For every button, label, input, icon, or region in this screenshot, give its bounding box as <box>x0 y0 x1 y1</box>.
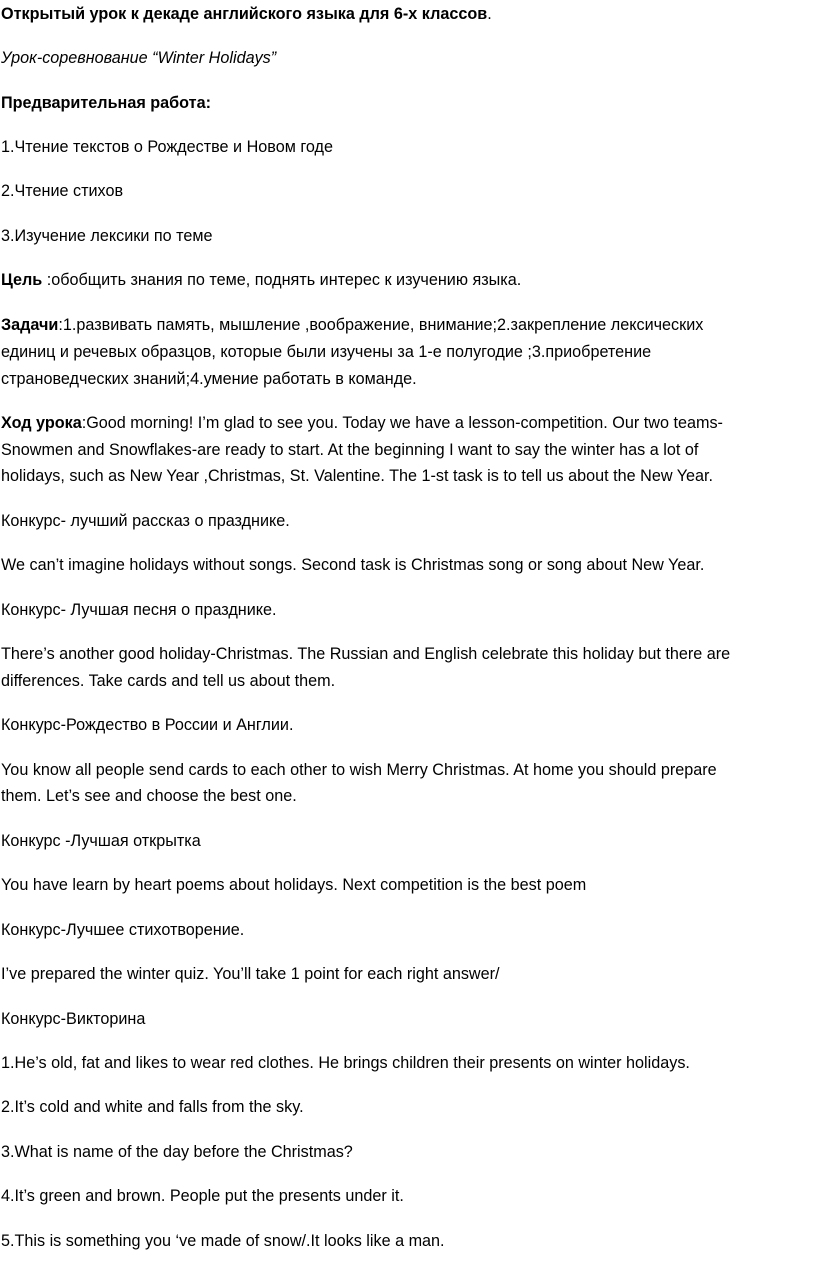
lesson-label: Ход урока <box>1 414 82 432</box>
prep-item-3: 3.Изучение лексики по теме <box>1 227 213 245</box>
quiz-intro: I’ve prepared the winter quiz. You’ll take 1 point for each right answer/ <box>1 965 500 983</box>
lesson-line-3: holidays, such as New Year ,Christmas, St. Valentine. The 1-st task is to tell us about the New Year. <box>1 467 714 485</box>
goal-text: :обобщить знания по теме, поднять интерес к изучению языка. <box>42 271 522 289</box>
prep-heading: Предварительная работа: <box>1 94 211 112</box>
contest-quiz: Конкурс-Викторина <box>1 1010 146 1028</box>
goal-paragraph <box>1 266 801 294</box>
songs-paragraph: We can’t imagine holidays without songs. Second task is Christmas song or song about New Year. <box>1 556 705 574</box>
tasks-label: Задачи <box>1 316 59 334</box>
lesson-line-1 <box>1 409 801 437</box>
contest-song: Конкурс- Лучшая песня о празднике. <box>1 601 277 619</box>
quiz-question-2: 2.It’s cold and white and falls from the sky. <box>1 1098 304 1116</box>
poems-paragraph: You have learn by heart poems about holidays. Next competition is the best poem <box>1 876 587 894</box>
goal-label: Цель <box>1 271 43 289</box>
quiz-question-5: 5.This is something you ‘ve made of snow/.It looks like a man. <box>1 1232 445 1250</box>
title-text: Открытый урок к декаде английского языка для 6-х классов <box>1 5 488 23</box>
lesson-line-2: Snowmen and Snowflakes-are ready to start. At the beginning I want to say the winter has a lot of <box>1 441 699 459</box>
contest-christmas: Конкурс-Рождество в России и Англии. <box>1 716 294 734</box>
tasks-line-3: страноведческих знаний;4.умение работать в команде. <box>1 370 417 388</box>
tasks-line-1 <box>1 311 801 339</box>
quiz-question-3: 3.What is name of the day before the Christmas? <box>1 1143 353 1161</box>
lesson-subtitle: Урок-соревнование “Winter Holidays” <box>1 49 277 67</box>
contest-story: Конкурс- лучший рассказ о празднике. <box>1 512 290 530</box>
christmas-line-1: There’s another good holiday-Christmas. The Russian and English celebrate this holiday but there are <box>1 645 731 663</box>
tasks-line-2: единиц и речевых образцов, которые были изучены за 1-е полугодие ;3.приобретение <box>1 343 652 361</box>
cards-line-1: You know all people send cards to each other to wish Merry Christmas. At home you should prepare <box>1 761 717 779</box>
quiz-question-1: 1.He’s old, fat and likes to wear red clothes. He brings children their presents on winter holidays. <box>1 1054 690 1072</box>
prep-item-1: 1.Чтение текстов о Рождестве и Новом годе <box>1 138 333 156</box>
cards-line-2: them. Let’s see and choose the best one. <box>1 787 297 805</box>
title-period: . <box>487 5 492 23</box>
quiz-question-4: 4.It’s green and brown. People put the presents under it. <box>1 1187 404 1205</box>
contest-card: Конкурс -Лучшая открытка <box>1 832 201 850</box>
document-title <box>1 0 801 28</box>
lesson-text-1: :Good morning! I’m glad to see you. Today we have a lesson-competition. Our two teams- <box>81 414 723 432</box>
contest-poem: Конкурс-Лучшее стихотворение. <box>1 921 245 939</box>
tasks-text-1: :1.развивать память, мышление ,воображение, внимание;2.закрепление лексических <box>58 316 704 334</box>
christmas-line-2: differences. Take cards and tell us about them. <box>1 672 336 690</box>
prep-item-2: 2.Чтение стихов <box>1 182 124 200</box>
